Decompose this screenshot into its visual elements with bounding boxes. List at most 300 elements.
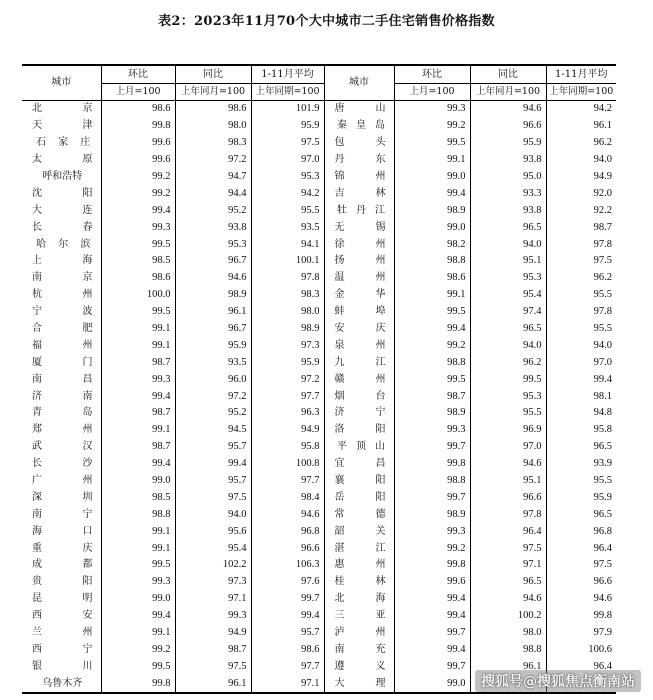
yoy-value: 96.0	[175, 371, 251, 388]
city-label: 重 庆	[32, 542, 93, 554]
city-label: 安 庆	[334, 323, 386, 335]
city-name-right	[324, 253, 394, 270]
col-yoy-base-right: 上年同月=100	[470, 84, 546, 101]
city-label: 呼 和 浩 特	[42, 171, 83, 182]
city-name-right	[324, 608, 394, 625]
yoy-value: 96.5	[470, 574, 546, 591]
city-label: 北 海	[334, 593, 386, 605]
yoy-value: 94.0	[470, 236, 546, 253]
city-label: 成 都	[32, 559, 93, 571]
mom-value: 99.5	[101, 236, 175, 253]
ytd-value: 94.0	[593, 154, 612, 166]
yoy-value: 97.2	[175, 388, 251, 405]
ytd-value: 96.5	[593, 441, 612, 453]
yoy-value: 96.5	[470, 219, 546, 236]
city-label: 南 宁	[32, 508, 93, 520]
city-label: 赣 州	[334, 373, 386, 385]
table-row	[22, 439, 616, 456]
mom-value: 98.7	[101, 439, 175, 456]
city-name-right	[324, 354, 394, 371]
city-label: 厦 门	[32, 356, 93, 368]
city-label: 襄 阳	[334, 475, 386, 487]
mom-value: 99.0	[394, 219, 470, 236]
ytd-value: 96.1	[593, 120, 612, 132]
city-name-left	[22, 152, 101, 169]
city-name-left	[22, 506, 101, 523]
ytd-value: 100.6	[588, 643, 612, 655]
ytd-value: 97.9	[593, 627, 612, 639]
ytd-value: 97.8	[251, 270, 324, 287]
mom-value: 99.3	[394, 101, 470, 118]
yoy-value: 94.6	[470, 101, 546, 118]
ytd-value: 94.6	[593, 593, 612, 605]
city-name-left	[22, 388, 101, 405]
city-label: 岳 阳	[334, 491, 386, 503]
ytd-value: 95.8	[251, 439, 324, 456]
yoy-value: 93.5	[175, 354, 251, 371]
col-mom-base-left: 上月=100	[101, 84, 175, 101]
mom-value: 99.3	[101, 574, 175, 591]
yoy-value: 95.3	[470, 270, 546, 287]
city-label: 无 锡	[334, 221, 386, 233]
yoy-value: 94.9	[175, 625, 251, 642]
city-name-left	[22, 658, 101, 675]
yoy-value: 95.1	[470, 253, 546, 270]
mom-value: 99.2	[394, 118, 470, 135]
col-city-left: 城市	[22, 65, 101, 101]
yoy-value: 98.7	[175, 642, 251, 659]
yoy-value: 97.0	[470, 439, 546, 456]
ytd-value: 94.8	[593, 407, 612, 419]
city-label: 济 宁	[334, 407, 386, 419]
mom-value: 99.8	[394, 456, 470, 473]
mom-value: 99.4	[394, 642, 470, 659]
ytd-value: 98.3	[251, 287, 324, 304]
city-label: 温 州	[334, 272, 386, 284]
yoy-value: 99.4	[175, 456, 251, 473]
col-ytd-base-right: 上年同期=100	[546, 84, 616, 101]
city-name-left	[22, 337, 101, 354]
mom-value: 99.1	[101, 540, 175, 557]
ytd-value: 106.3	[251, 557, 324, 574]
table-row	[22, 118, 616, 135]
yoy-value: 97.1	[175, 591, 251, 608]
city-name-left	[22, 473, 101, 490]
city-label: 平 顶 山	[337, 441, 385, 453]
mom-value: 98.9	[394, 202, 470, 219]
col-ytd-left: 1-11月平均	[251, 65, 324, 84]
ytd-value: 97.2	[251, 371, 324, 388]
mom-value: 99.5	[101, 557, 175, 574]
city-name-left	[22, 625, 101, 642]
table-row	[22, 253, 616, 270]
ytd-value: 96.6	[593, 576, 612, 588]
mom-value: 99.3	[101, 219, 175, 236]
city-label: 南 昌	[32, 373, 93, 385]
mom-value: 99.3	[394, 422, 470, 439]
yoy-value: 95.2	[175, 202, 251, 219]
city-label: 海 口	[32, 525, 93, 537]
yoy-value: 98.0	[470, 625, 546, 642]
mom-value: 99.7	[394, 625, 470, 642]
ytd-value: 95.9	[593, 491, 612, 503]
mom-value: 99.7	[394, 658, 470, 675]
table-row	[22, 270, 616, 287]
city-name-right	[324, 456, 394, 473]
city-label: 福 州	[32, 339, 93, 351]
header-row-1	[22, 65, 616, 84]
yoy-value: 102.2	[175, 557, 251, 574]
ytd-value: 97.1	[251, 675, 324, 693]
city-label: 湛 江	[334, 542, 386, 554]
city-name-right	[324, 321, 394, 338]
ytd-value: 95.5	[251, 202, 324, 219]
city-label: 武 汉	[32, 441, 93, 453]
city-label: 银 川	[32, 660, 93, 672]
city-name-right	[324, 405, 394, 422]
table-row	[22, 574, 616, 591]
table-row	[22, 557, 616, 574]
city-name-right	[324, 675, 394, 693]
ytd-value: 99.7	[251, 591, 324, 608]
yoy-value: 95.3	[175, 236, 251, 253]
ytd-value: 96.5	[593, 508, 612, 520]
yoy-value: 97.3	[175, 574, 251, 591]
city-name-right	[324, 658, 394, 675]
col-ytd-base-left: 上年同期=100	[251, 84, 324, 101]
yoy-value: 98.6	[175, 101, 251, 118]
city-label: 洛 阳	[334, 424, 386, 436]
ytd-value: 97.3	[251, 337, 324, 354]
city-name-right	[324, 337, 394, 354]
ytd-value: 97.0	[593, 356, 612, 368]
mom-value: 98.2	[394, 236, 470, 253]
city-label: 青 岛	[32, 407, 93, 419]
yoy-value: 95.9	[470, 135, 546, 152]
yoy-value: 98.0	[175, 118, 251, 135]
mom-value: 99.2	[101, 185, 175, 202]
yoy-value: 94.5	[175, 422, 251, 439]
mom-value: 99.4	[101, 202, 175, 219]
city-label: 常 德	[334, 508, 386, 520]
mom-value: 99.5	[394, 135, 470, 152]
city-name-right	[324, 304, 394, 321]
ytd-value: 98.0	[251, 304, 324, 321]
mom-value: 99.8	[101, 118, 175, 135]
city-name-left	[22, 675, 101, 693]
yoy-value: 98.8	[470, 642, 546, 659]
ytd-value: 94.6	[251, 506, 324, 523]
city-name-left	[22, 608, 101, 625]
city-name-left	[22, 557, 101, 574]
table-row	[22, 456, 616, 473]
yoy-value: 98.9	[175, 287, 251, 304]
city-name-right	[324, 574, 394, 591]
city-name-right	[324, 152, 394, 169]
city-name-left	[22, 574, 101, 591]
mom-value: 98.5	[101, 253, 175, 270]
col-mom-right: 环比	[394, 65, 470, 84]
mom-value: 98.8	[394, 253, 470, 270]
yoy-value: 94.4	[175, 185, 251, 202]
city-name-left	[22, 371, 101, 388]
ytd-value: 95.8	[593, 424, 612, 436]
yoy-value: 96.7	[175, 253, 251, 270]
mom-value: 99.2	[394, 337, 470, 354]
yoy-value: 96.1	[175, 304, 251, 321]
city-name-left	[22, 135, 101, 152]
yoy-value: 93.8	[470, 202, 546, 219]
ytd-value: 101.9	[251, 101, 324, 118]
yoy-value: 99.3	[175, 608, 251, 625]
mom-value: 98.6	[394, 270, 470, 287]
city-label: 大 理	[334, 677, 386, 689]
yoy-value: 95.4	[175, 540, 251, 557]
city-name-right	[324, 287, 394, 304]
city-label: 桂 林	[334, 576, 386, 588]
city-label: 昆 明	[32, 593, 93, 605]
ytd-value: 97.5	[251, 135, 324, 152]
city-label: 郑 州	[32, 424, 93, 436]
mom-value: 99.0	[394, 169, 470, 186]
ytd-value: 92.0	[593, 187, 612, 199]
ytd-value: 94.1	[251, 236, 324, 253]
city-name-right	[324, 371, 394, 388]
table-row	[22, 591, 616, 608]
mom-value: 98.9	[394, 405, 470, 422]
city-name-left	[22, 439, 101, 456]
table-row	[22, 608, 616, 625]
city-label: 扬 州	[334, 255, 386, 267]
ytd-value: 96.2	[593, 272, 612, 284]
ytd-value: 97.5	[593, 559, 612, 571]
yoy-value: 93.3	[470, 185, 546, 202]
city-name-right	[324, 202, 394, 219]
mom-value: 99.6	[101, 135, 175, 152]
city-label: 九 江	[334, 356, 386, 368]
city-name-right	[324, 642, 394, 659]
table-row	[22, 473, 616, 490]
mom-value: 98.8	[394, 354, 470, 371]
table-row	[22, 321, 616, 338]
city-label: 遵 义	[334, 660, 386, 672]
city-name-right	[324, 489, 394, 506]
city-label: 杭 州	[32, 289, 93, 301]
ytd-value: 96.8	[593, 525, 612, 537]
city-label: 南 京	[32, 272, 93, 284]
ytd-value: 97.7	[251, 658, 324, 675]
table-row	[22, 642, 616, 659]
city-name-left	[22, 422, 101, 439]
mom-value: 99.6	[101, 152, 175, 169]
yoy-value: 97.4	[470, 304, 546, 321]
city-name-right	[324, 169, 394, 186]
yoy-value: 96.2	[470, 354, 546, 371]
city-name-left	[22, 270, 101, 287]
table-row	[22, 287, 616, 304]
city-label: 惠 州	[334, 559, 386, 571]
city-label: 贵 阳	[32, 576, 93, 588]
yoy-value: 97.5	[175, 489, 251, 506]
yoy-value: 99.5	[470, 371, 546, 388]
city-label: 长 春	[32, 221, 93, 233]
city-name-left	[22, 219, 101, 236]
ytd-value: 100.8	[251, 456, 324, 473]
price-index-table	[22, 64, 616, 694]
table-row	[22, 337, 616, 354]
yoy-value: 97.1	[470, 557, 546, 574]
yoy-value: 95.2	[175, 405, 251, 422]
table-row	[22, 371, 616, 388]
table-row	[22, 185, 616, 202]
source-watermark: 搜狐号@搜狐焦点衡南站	[475, 670, 641, 692]
mom-value: 99.1	[394, 152, 470, 169]
city-label: 韶 关	[334, 525, 386, 537]
ytd-value: 99.4	[251, 608, 324, 625]
city-name-right	[324, 101, 394, 118]
yoy-value: 95.5	[470, 405, 546, 422]
yoy-value: 95.1	[470, 473, 546, 490]
table-row	[22, 388, 616, 405]
mom-value: 99.1	[394, 287, 470, 304]
yoy-value: 96.6	[470, 118, 546, 135]
city-name-right	[324, 135, 394, 152]
ytd-value: 96.4	[593, 542, 612, 554]
mom-value: 99.3	[394, 523, 470, 540]
city-label: 哈 尔 滨	[36, 238, 91, 250]
yoy-value: 97.2	[175, 152, 251, 169]
city-label: 秦 皇 岛	[337, 120, 385, 132]
yoy-value: 95.7	[175, 439, 251, 456]
city-label: 石 家 庄	[36, 137, 91, 149]
mom-value: 99.7	[394, 489, 470, 506]
yoy-value: 100.2	[470, 608, 546, 625]
mom-value: 99.4	[394, 591, 470, 608]
city-label: 长 沙	[32, 458, 93, 470]
city-label: 合 肥	[32, 323, 93, 335]
city-name-left	[22, 405, 101, 422]
city-name-left	[22, 118, 101, 135]
city-label: 蚌 埠	[334, 306, 386, 318]
city-name-left	[22, 321, 101, 338]
table-row	[22, 540, 616, 557]
yoy-value: 94.6	[470, 591, 546, 608]
mom-value: 99.7	[394, 439, 470, 456]
mom-value: 99.2	[101, 642, 175, 659]
mom-value: 99.0	[101, 473, 175, 490]
ytd-value: 97.7	[251, 388, 324, 405]
ytd-value: 96.2	[593, 137, 612, 149]
ytd-value: 96.4	[593, 660, 612, 672]
ytd-value: 95.3	[251, 169, 324, 186]
city-name-right	[324, 219, 394, 236]
mom-value: 98.6	[101, 101, 175, 118]
mom-value: 99.0	[101, 591, 175, 608]
ytd-value: 95.5	[593, 323, 612, 335]
mom-value: 98.7	[101, 405, 175, 422]
ytd-value: 98.4	[251, 489, 324, 506]
city-name-right	[324, 540, 394, 557]
yoy-value: 97.5	[175, 658, 251, 675]
city-label: 金 华	[334, 289, 386, 301]
city-name-left	[22, 185, 101, 202]
mom-value: 99.4	[394, 608, 470, 625]
yoy-value: 96.5	[470, 321, 546, 338]
yoy-value: 94.6	[470, 456, 546, 473]
ytd-value: 97.5	[593, 255, 612, 267]
mom-value: 99.5	[101, 304, 175, 321]
yoy-value: 96.7	[175, 321, 251, 338]
city-name-left	[22, 642, 101, 659]
table-row	[22, 625, 616, 642]
table-row	[22, 101, 616, 118]
ytd-value: 94.2	[251, 185, 324, 202]
mom-value: 98.7	[101, 354, 175, 371]
city-name-right	[324, 118, 394, 135]
mom-value: 99.1	[101, 422, 175, 439]
ytd-value: 95.5	[593, 475, 612, 487]
city-name-left	[22, 287, 101, 304]
city-label: 沈 阳	[32, 187, 93, 199]
table-row	[22, 405, 616, 422]
mom-value: 99.4	[394, 185, 470, 202]
ytd-value: 96.8	[251, 523, 324, 540]
city-name-right	[324, 506, 394, 523]
mom-value: 99.1	[101, 523, 175, 540]
yoy-value: 97.5	[470, 540, 546, 557]
yoy-value: 95.3	[470, 388, 546, 405]
city-label: 大 连	[32, 204, 93, 216]
mom-value: 100.0	[101, 287, 175, 304]
city-label: 上 海	[32, 255, 93, 267]
yoy-value: 95.4	[470, 287, 546, 304]
city-name-right	[324, 236, 394, 253]
ytd-value: 98.7	[593, 221, 612, 233]
ytd-value: 94.0	[593, 339, 612, 351]
ytd-value: 97.8	[593, 306, 612, 318]
city-label: 包 头	[334, 137, 386, 149]
mom-value: 98.8	[394, 473, 470, 490]
mom-value: 99.4	[394, 321, 470, 338]
city-label: 深 圳	[32, 491, 93, 503]
city-name-left	[22, 354, 101, 371]
table-row	[22, 354, 616, 371]
ytd-value: 97.7	[251, 473, 324, 490]
table-body	[22, 101, 616, 694]
city-name-right	[324, 270, 394, 287]
mom-value: 98.8	[101, 506, 175, 523]
ytd-value: 95.7	[251, 625, 324, 642]
ytd-value: 92.2	[593, 204, 612, 216]
city-name-left	[22, 101, 101, 118]
city-label: 宁 波	[32, 306, 93, 318]
ytd-value: 94.9	[251, 422, 324, 439]
city-name-right	[324, 625, 394, 642]
ytd-value: 93.9	[593, 458, 612, 470]
city-name-right	[324, 185, 394, 202]
city-name-right	[324, 557, 394, 574]
table-title: 表2：2023年11月70个大中城市二手住宅销售价格指数	[158, 14, 495, 29]
ytd-value: 97.6	[251, 574, 324, 591]
ytd-value: 95.5	[593, 289, 612, 301]
col-mom-base-right: 上月=100	[394, 84, 470, 101]
city-label: 南 充	[334, 643, 386, 655]
col-ytd-right: 1-11月平均	[546, 65, 616, 84]
table-row	[22, 523, 616, 540]
col-yoy-left: 同比	[175, 65, 251, 84]
city-label: 北 京	[32, 103, 93, 115]
mom-value: 99.1	[101, 625, 175, 642]
